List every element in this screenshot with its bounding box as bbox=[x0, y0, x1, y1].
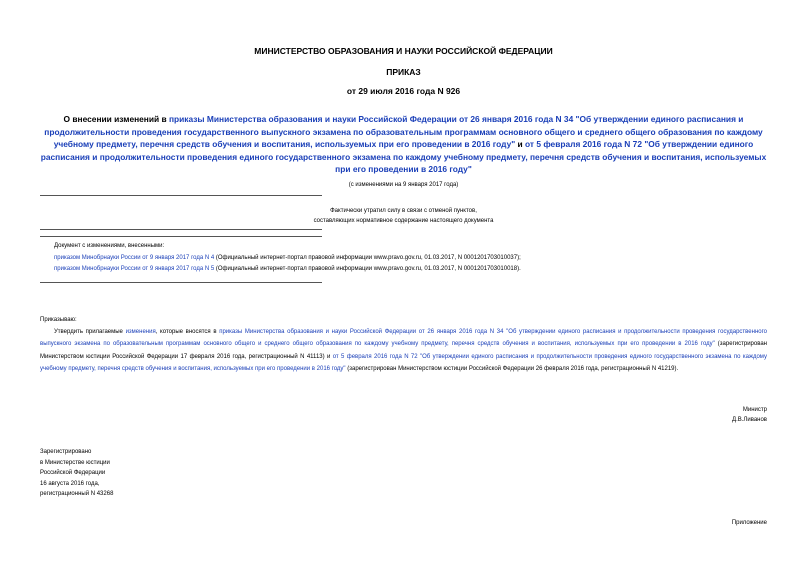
changes-heading: Документ с изменениями, внесенными: bbox=[54, 243, 165, 249]
title-prefix: О внесении изменений в bbox=[63, 114, 169, 124]
registration-line: 16 августа 2016 года, bbox=[40, 480, 100, 487]
order-body bbox=[40, 314, 767, 375]
change-source: (Официальный интернет-портал правовой информации www.pravo.gov.ru, 01.03.2017, N 0001201703010037); bbox=[214, 254, 521, 261]
status-note-line: Фактически утратил силу в связи с отменой пунктов, bbox=[330, 208, 477, 214]
document-title bbox=[40, 113, 767, 176]
registration-line: Российской Федерации bbox=[40, 470, 106, 476]
signer-name: Д.В.Ливанов bbox=[732, 417, 767, 423]
ministry-heading: МИНИСТЕРСТВО ОБРАЗОВАНИЯ И НАУКИ РОССИЙСКОЙ ФЕДЕРАЦИИ bbox=[254, 46, 553, 56]
registration-block bbox=[40, 447, 113, 500]
para-text: , которые вносятся в bbox=[155, 329, 220, 336]
change-link[interactable]: приказом Минобрнауки России от 9 января 2017 года N 5 bbox=[54, 266, 215, 272]
title-middle: и bbox=[515, 139, 526, 150]
link-order-34[interactable]: приказы Министерства образования и науки Российской Федерации от 26 января 2016 года N 34 "Об утверждении единого расписания и продолжительности проведения государственного выпускного экзамена по образовательным программам основного общего и среднего общего образования по каждому учебному предмету, перечня средств обучения и воспитания, используемых при его проведении в 2016 году" bbox=[40, 329, 767, 348]
appendix-label: Приложение bbox=[731, 520, 767, 526]
signature-block bbox=[732, 405, 767, 425]
para-text: Утвердить прилагаемые bbox=[54, 329, 126, 336]
status-note-line: составляющих нормативное содержание настоящего документа bbox=[313, 218, 494, 224]
title-link-order-34[interactable]: приказы Министерства образования и науки Российской Федерации от 26 января 2016 года N 34 "Об утверждении единого расписания и продолжительности проведения государственного выпускного экзамена по образовательным программам основного общего и среднего общего образования по каждому учебному предмету, перечня средств обучения и воспитания, используемых при его проведении в 2016 году" bbox=[44, 114, 763, 150]
changes-item bbox=[54, 264, 774, 276]
change-link[interactable]: приказом Минобрнауки России от 9 января 2017 года N 4 bbox=[54, 254, 215, 261]
title-link-order-72[interactable]: от 5 февраля 2016 года N 72 "Об утверждении единого расписания и продолжительности проведения единого государственного экзамена по каждому учебному предмету, перечня средств обучения и воспитания, используемых при его проведении в 2016 году" bbox=[40, 139, 767, 175]
change-source: (Официальный интернет-портал правовой информации www.pravo.gov.ru, 01.03.2017, N 0001201703010018). bbox=[214, 266, 521, 272]
para-text: (зарегистрирован Министерством юстиции Российской Федерации 17 февраля 2016 года, регистрационный N 41113) и bbox=[40, 341, 767, 360]
signer-position: Министр bbox=[742, 407, 767, 413]
para-text: (зарегистрирован Министерством юстиции Российской Федерации 26 февраля 2016 года, регистрационный N 41219). bbox=[345, 365, 679, 372]
changes-item bbox=[54, 253, 774, 265]
link-changes[interactable]: изменения bbox=[125, 329, 156, 336]
status-note bbox=[250, 206, 557, 226]
order-word: Приказываю: bbox=[40, 317, 77, 323]
registration-line: в Министерстве юстиции bbox=[40, 459, 110, 466]
divider bbox=[40, 282, 322, 283]
link-order-72[interactable]: от 5 февраля 2016 года N 72 "Об утверждении единого расписания и продолжительности проведения единого государственного экзамена по каждому учебному предмету, перечня средств обучения и воспитания, используемых при его проведении в 2016 году" bbox=[40, 353, 767, 372]
order-paragraph bbox=[40, 326, 767, 375]
divider bbox=[40, 195, 322, 196]
divider bbox=[40, 229, 322, 230]
doc-date-heading: от 29 июля 2016 года N 926 bbox=[346, 86, 461, 96]
doc-type-heading: ПРИКАЗ bbox=[386, 67, 421, 77]
changes-list bbox=[54, 241, 774, 276]
registration-line: регистрационный N 43268 bbox=[40, 491, 114, 497]
amend-note: (с изменениями на 9 января 2017 года) bbox=[348, 182, 459, 188]
divider bbox=[40, 236, 322, 237]
registration-line: Зарегистрировано bbox=[40, 449, 92, 455]
